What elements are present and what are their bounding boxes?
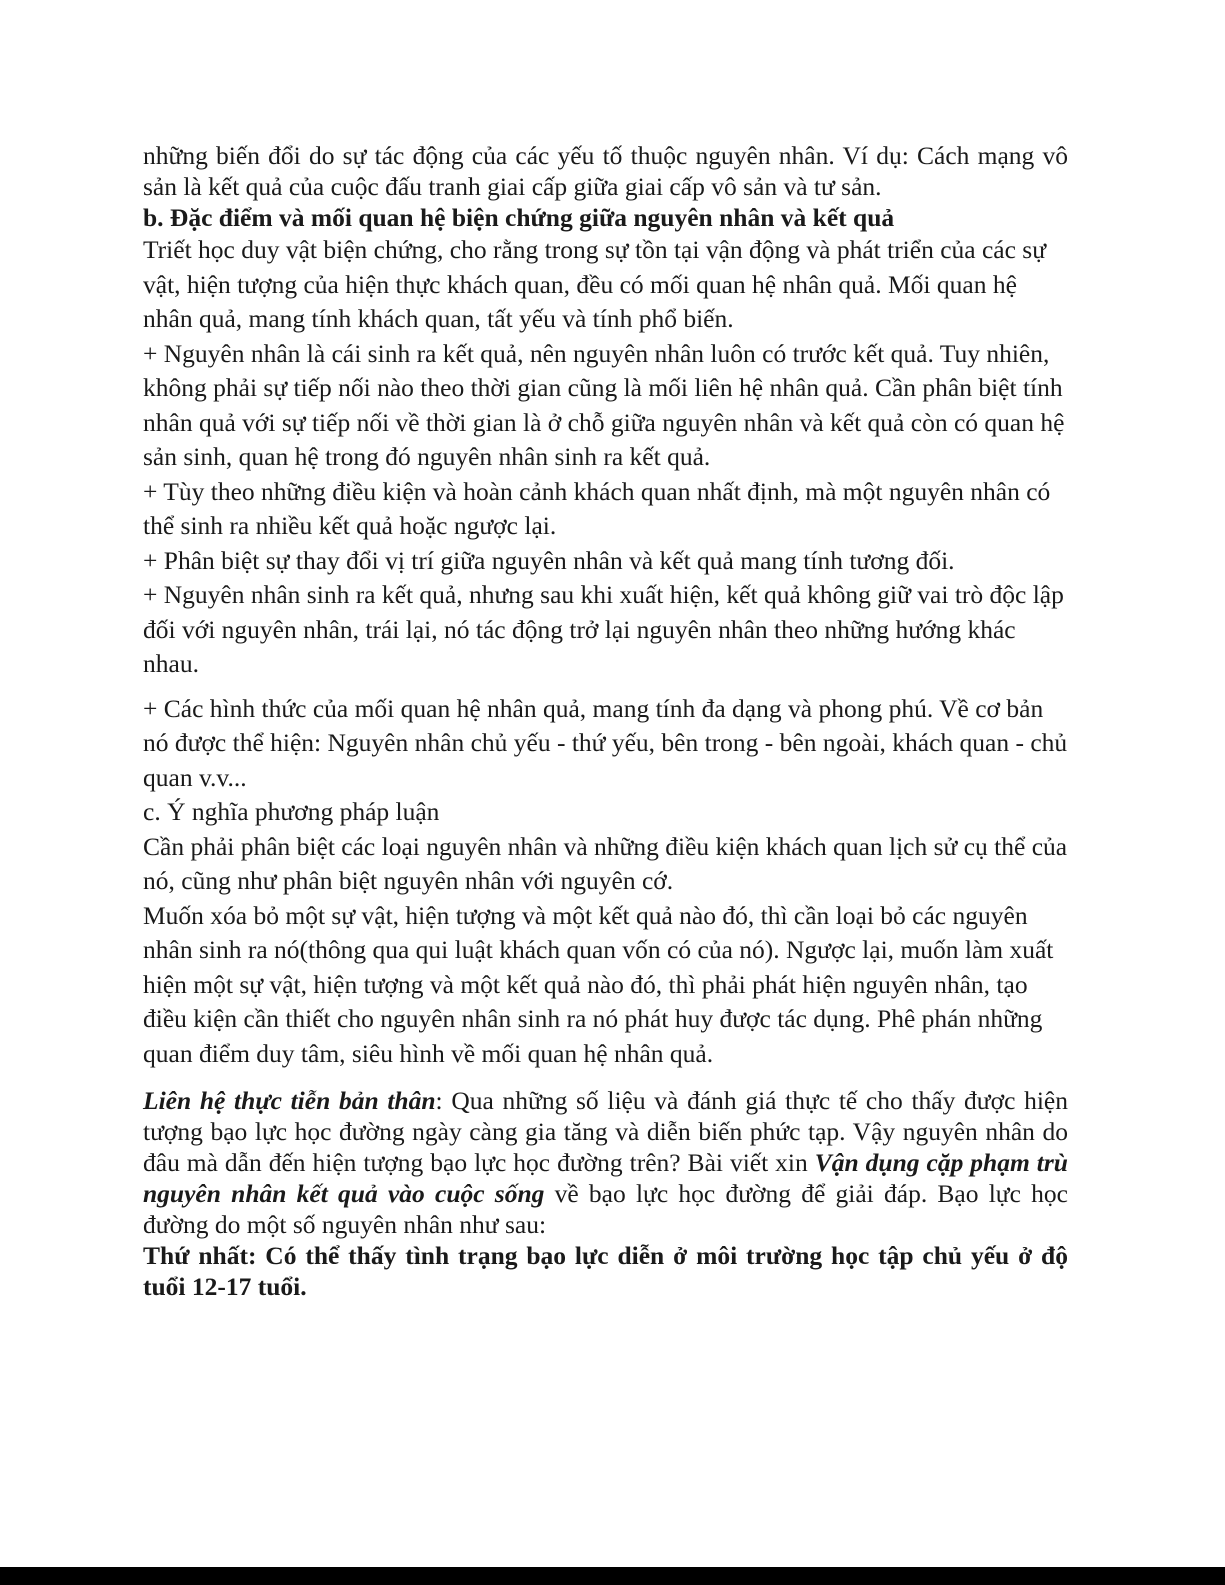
practice-emphasis: Vận dụng cặp phạm trù nguyên nhân kết quả vào cuộc sống xyxy=(143,1148,1068,1208)
section-heading-c: c. Ý nghĩa phương pháp luận xyxy=(143,797,440,826)
practice-text-a: : Qua những số liệu và đánh giá thực tế cho thấy được hiện tượng bạo lực học đường ngày càng gia tăng và diễn biến phức tạp. Vậy nguyên nhân do đâu mà dẫn đến hiện tượng bạo lực học đường trên? Bài viết xin xyxy=(143,1086,1069,1177)
page-bottom-border xyxy=(0,1567,1225,1585)
paragraph-feedback: + Nguyên nhân sinh ra kết quả, nhưng sau khi xuất hiện, kết quả không giữ vai trò độc lập đối với nguyên nhân, trái lại, nó tác động trở lại nguyên nhân theo những hướng khác nhau. xyxy=(143,580,1064,678)
paragraph-intro: những biến đổi do sự tác động của các yếu tố thuộc nguyên nhân. Ví dụ: Cách mạng vô sản là kết quả của cuộc đấu tranh giai cấp giữa giai cấp vô sản và tư sản. xyxy=(143,141,1068,201)
paragraph-position-change: + Phân biệt sự thay đổi vị trí giữa nguyên nhân và kết quả mang tính tương đối. xyxy=(143,545,955,575)
paragraph-first-cause: Thứ nhất: Có thể thấy tình trạng bạo lực diễn ở môi trường học tập chủ yếu ở độ tuổi 12-17 tuổi. xyxy=(143,1241,1068,1301)
paragraph-dialectics: Triết học duy vật biện chứng, cho rằng trong sự tồn tại vận động và phát triển của các sự vật, hiện tượng của hiện thực khách quan, đều có mối quan hệ nhân quả. Mối quan hệ nhân quả, mang tính khách quan, tất yếu và tính phổ biến. xyxy=(143,235,1047,333)
section-heading-b: b. Đặc điểm và mối quan hệ biện chứng giữa nguyên nhân và kết quả xyxy=(143,203,895,232)
paragraph-cause-precedes: + Nguyên nhân là cái sinh ra kết quả, nên nguyên nhân luôn có trước kết quả. Tuy nhiên, không phải sự tiếp nối nào theo thời gian cũng là mối liên hệ nhân quả. Cần phân biệt tính nhân quả với sự tiếp nối về thời gian là ở chỗ giữa nguyên nhân và kết quả còn có quan hệ sản sinh, quan hệ trong đó nguyên nhân sinh ra kết quả. xyxy=(143,338,1065,471)
document-body xyxy=(143,140,1068,1302)
practice-text-b: về bạo lực học đường để giải đáp. Bạo lực học đường do một số nguyên nhân như sau: xyxy=(143,1179,1068,1239)
paragraph-practice xyxy=(143,1085,1068,1240)
paragraph-forms: + Các hình thức của mối quan hệ nhân quả, mang tính đa dạng và phong phú. Về cơ bản nó được thể hiện: Nguyên nhân chủ yếu - thứ yếu, bên trong - bên ngoài, khách quan - chủ quan v.v... xyxy=(143,693,1068,792)
paragraph-conditions: + Tùy theo những điều kiện và hoàn cảnh khách quan nhất định, mà một nguyên nhân có thể sinh ra nhiều kết quả hoặc ngược lại. xyxy=(143,476,1051,540)
paragraph-distinguish: Cần phải phân biệt các loại nguyên nhân và những điều kiện khách quan lịch sử cụ thể của nó, cũng như phân biệt nguyên nhân với nguyên cớ. xyxy=(143,831,1068,895)
practice-lead: Liên hệ thực tiễn bản thân xyxy=(143,1086,436,1115)
paragraph-method: Muốn xóa bỏ một sự vật, hiện tượng và một kết quả nào đó, thì cần loại bỏ các nguyên nhân sinh ra nó(thông qua qui luật khách quan vốn có của nó). Ngược lại, muốn làm xuất hiện một sự vật, hiện tượng và một kết quả nào đó, thì phải phát hiện nguyên nhân, tạo điều kiện cần thiết cho nguyên nhân sinh ra nó phát huy được tác dụng. Phê phán những quan điểm duy tâm, siêu hình về mối quan hệ nhân quả. xyxy=(143,900,1054,1068)
